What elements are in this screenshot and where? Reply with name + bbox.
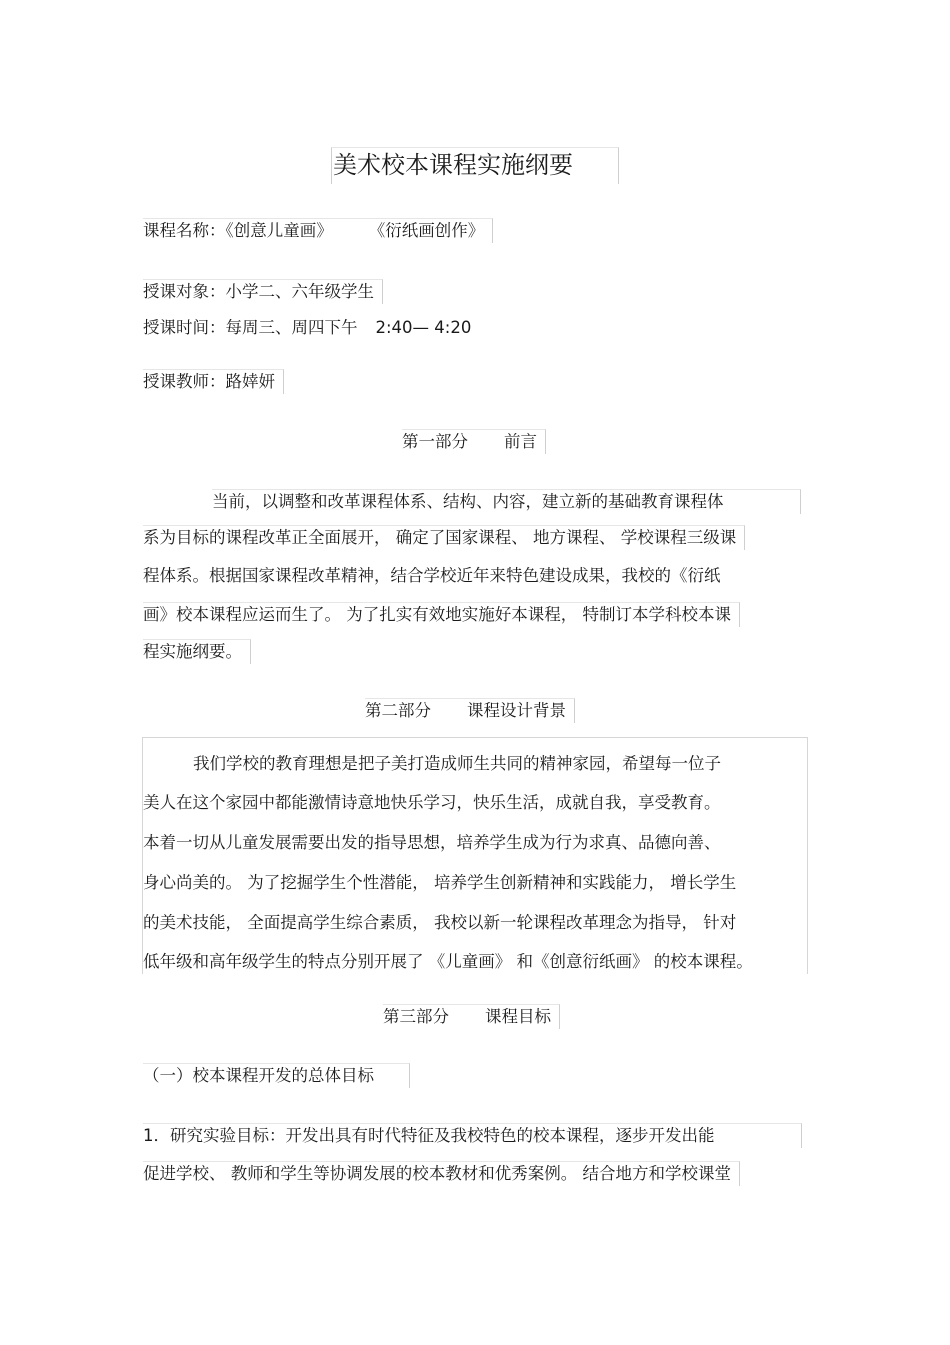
part2-line-5: 的美术技能， 全面提高学生综合素质， 我校以新一轮课程改革理念为指导， 针对 xyxy=(143,913,737,932)
part3-heading xyxy=(383,1004,560,1029)
page-title: 美术校本课程实施纲要 xyxy=(333,151,573,179)
part1-line-2: 系为目标的课程改革正全面展开， 确定了国家课程、 地方课程、 学校课程三级课 xyxy=(143,525,745,550)
time-label: 授课时间： xyxy=(143,318,226,337)
part2-line-4: 身心尚美的。 为了挖掘学生个性潜能， 培养学生创新精神和实践能力， 增长学生 xyxy=(143,873,737,892)
part1-line-1: 当前，以调整和改革课程体系、结构、内容，建立新的基础教育课程体 xyxy=(212,489,801,514)
teacher-value: 路婞妍 xyxy=(225,372,275,391)
part2-line-6: 低年级和高年级学生的特点分别开展了 《儿童画》 和《创意衍纸画》 的校本课程。 xyxy=(143,952,753,971)
part3-line-2: 促进学校、 教师和学生等协调发展的校本教材和优秀案例。 结合地方和学校课堂 xyxy=(143,1161,740,1186)
part3-line-1: 1．研究实验目标：开发出具有时代特征及我校特色的校本课程，逐步开发出能 xyxy=(143,1123,802,1148)
audience-label: 授课对象： xyxy=(143,282,226,301)
part2-heading-title: 课程设计背景 xyxy=(467,701,566,720)
time-hours: 2:40— 4:20 xyxy=(375,318,472,337)
part3-heading-title: 课程目标 xyxy=(485,1007,551,1026)
part1-line-5: 程实施纲要。 xyxy=(143,639,251,664)
audience-row xyxy=(143,279,383,304)
time-row xyxy=(143,316,471,340)
teacher-label: 授课教师： xyxy=(143,372,226,391)
part2-heading-number: 第二部分 xyxy=(365,701,431,720)
part2-line-1: 我们学校的教育理想是把子美打造成师生共同的精神家园，希望每一位子 xyxy=(193,754,721,773)
part2-line-2: 美人在这个家园中都能激情诗意地快乐学习，快乐生活，成就自我，享受教育。 xyxy=(143,793,721,812)
teacher-row xyxy=(143,369,284,394)
course-name-row xyxy=(143,218,493,243)
course-name-value-2: 《衍纸画创作》 xyxy=(368,221,485,240)
course-name-label: 课程名称： xyxy=(143,221,226,240)
part3-subheading: （一）校本课程开发的总体目标 xyxy=(143,1063,410,1088)
time-value: 每周三、周四下午 xyxy=(225,318,358,337)
part1-heading xyxy=(402,429,546,454)
part2-heading xyxy=(365,698,575,723)
part3-heading-number: 第三部分 xyxy=(383,1007,449,1026)
part1-heading-title: 前言 xyxy=(504,432,537,451)
part1-line-3: 程体系。根据国家课程改革精神，结合学校近年来特色建设成果，我校的《衍纸 xyxy=(143,566,721,585)
course-name-value-1: 《创意儿童画》 xyxy=(225,221,333,240)
part1-heading-number: 第一部分 xyxy=(402,432,468,451)
part1-line-4: 画》校本课程应运而生了。 为了扎实有效地实施好本课程， 特制订本学科校本课 xyxy=(143,602,740,627)
audience-value: 小学二、六年级学生 xyxy=(225,282,374,301)
part2-line-3: 本着一切从儿童发展需要出发的指导思想，培养学生成为行为求真、品德向善、 xyxy=(143,833,721,852)
